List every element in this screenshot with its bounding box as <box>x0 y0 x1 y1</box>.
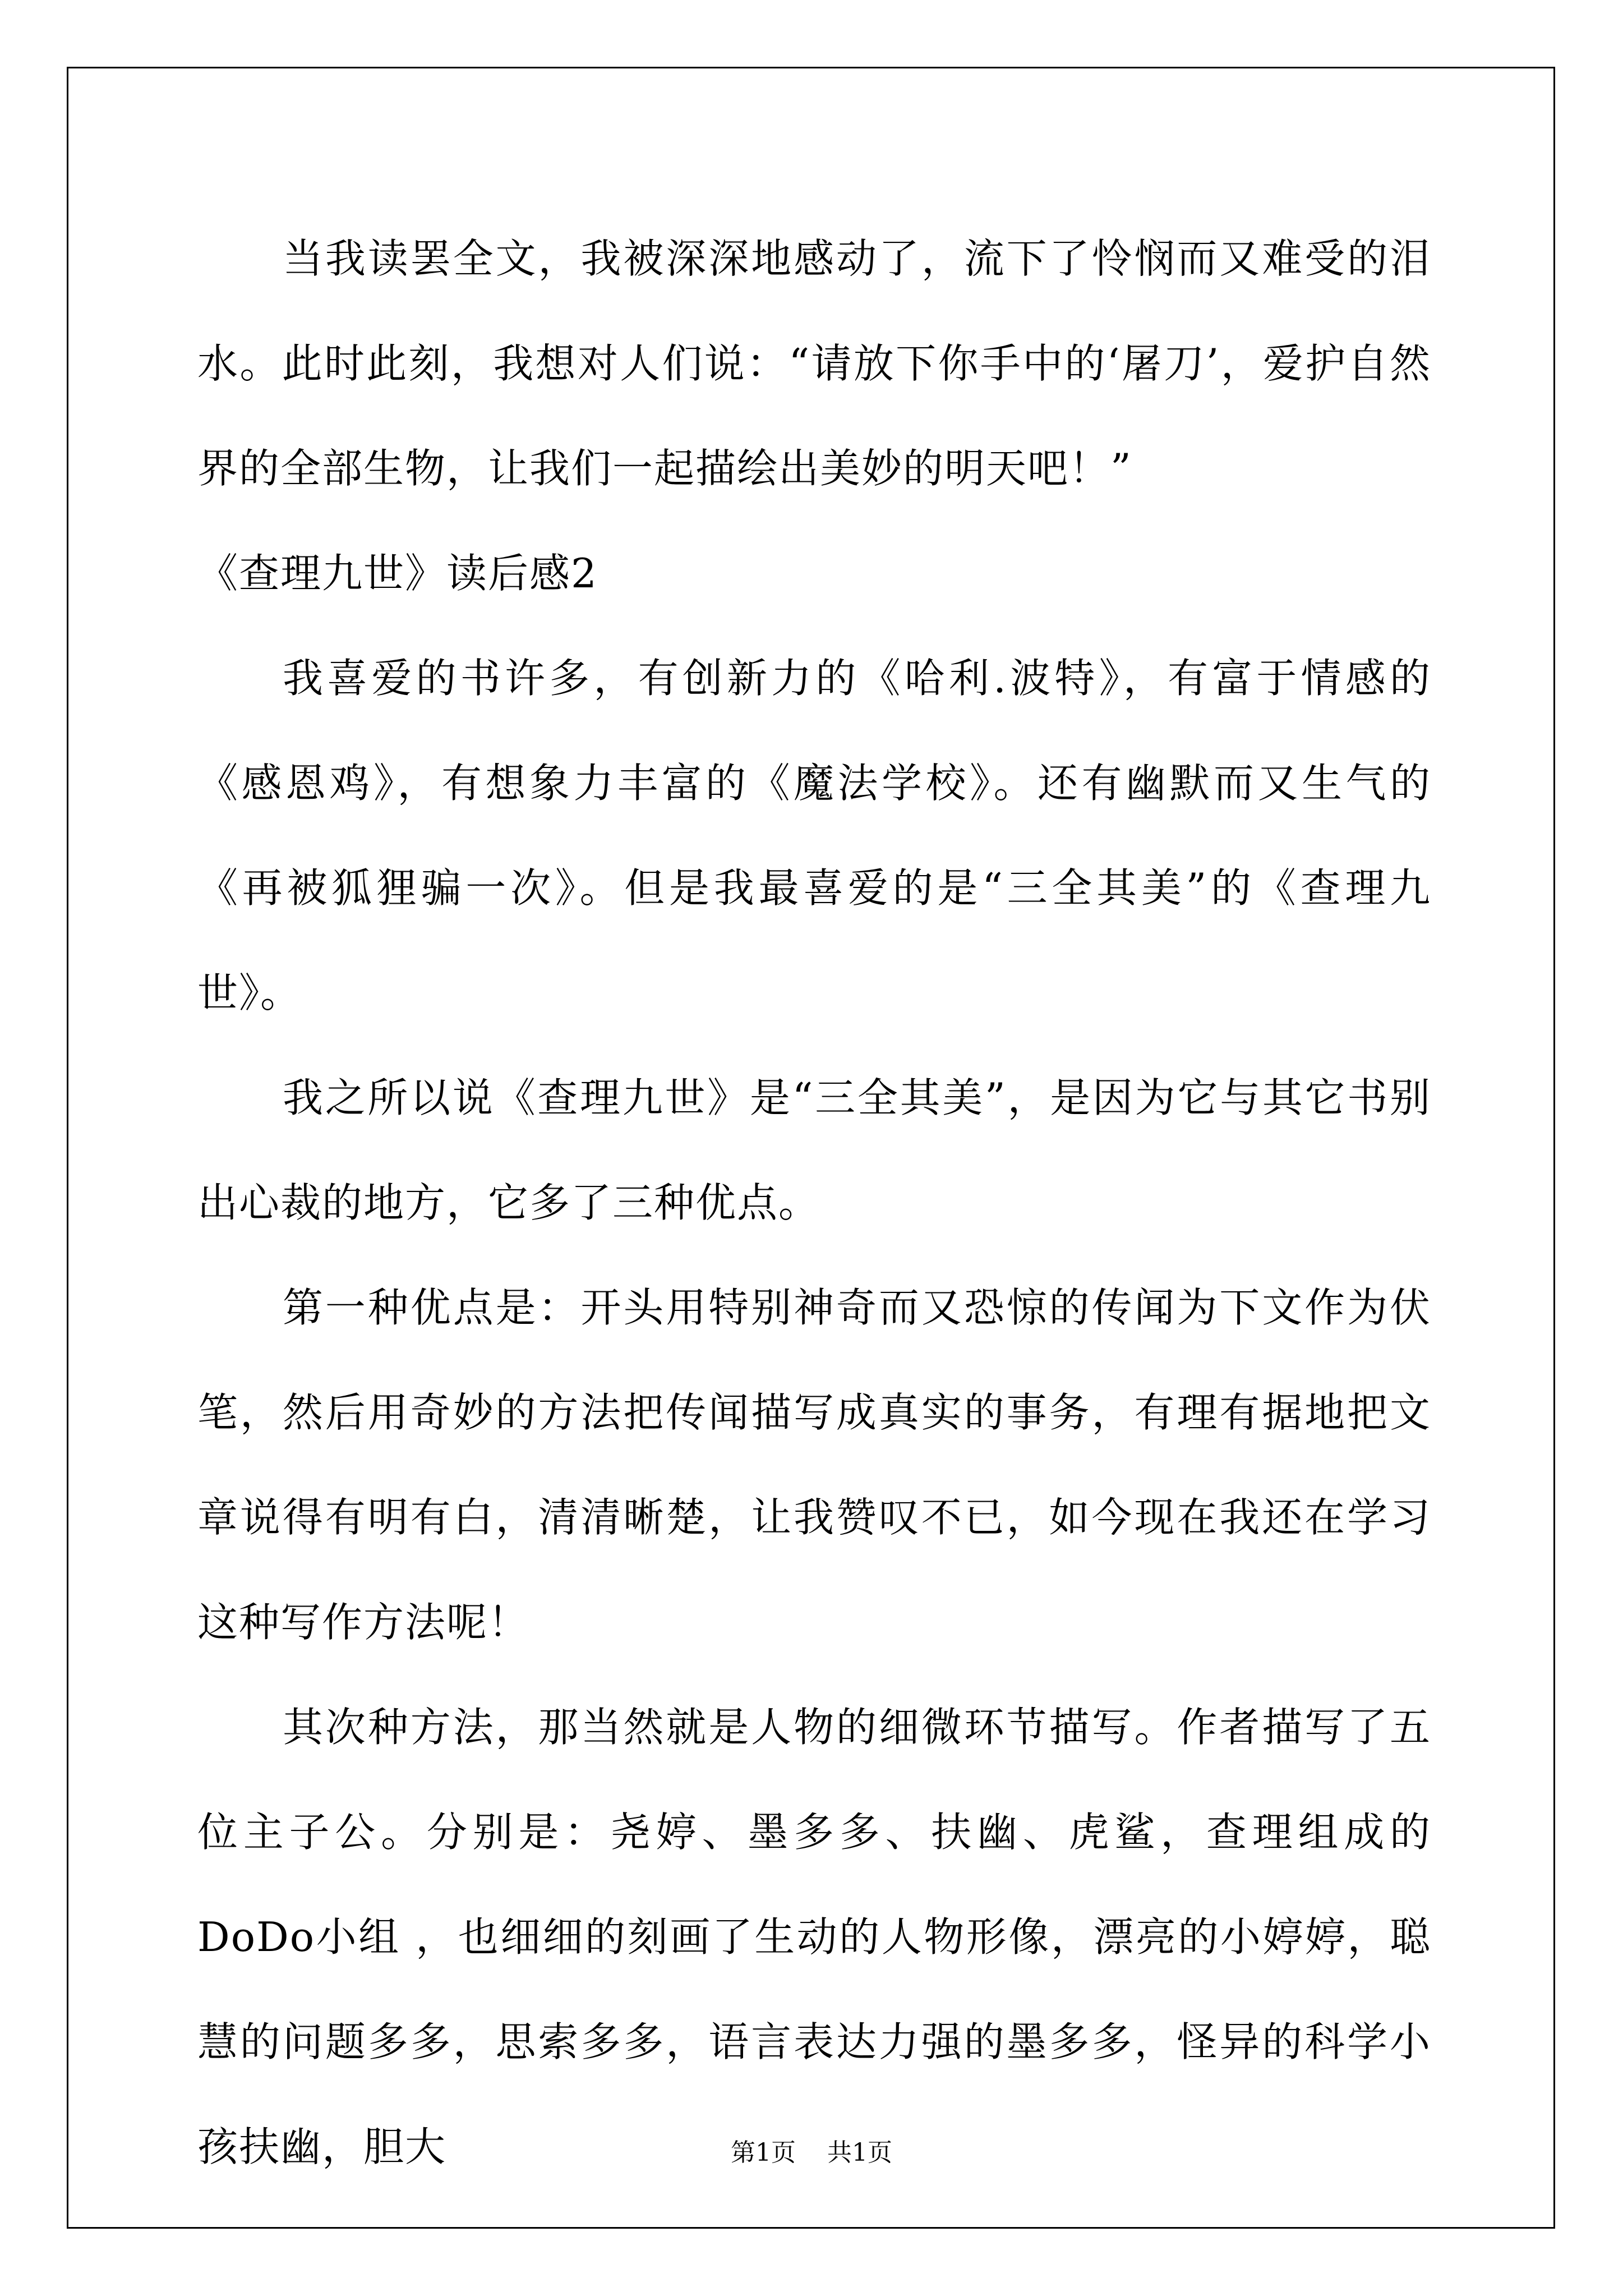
paragraph-4: 第一种优点是：开头用特别神奇而又恐惊的传闻为下文作为伏笔，然后用奇妙的方法把传闻描写成真实的事务，有理有据地把文章说得有明有白，清清晰楚，让我赞叹不已，如今现在我还在学习这种写作方法呢！ <box>197 1284 1431 1646</box>
paragraph-2: 我喜爱的书许多，有创新力的《哈利.波特》，有富于情感的《感恩鸡》，有想象力丰富的《魔法学校》。还有幽默而又生气的《再被狐狸骗一次》。但是我最喜爱的是“三全其美”的《查理九世》。 <box>197 655 1431 1016</box>
paragraph-3: 我之所以说《查理九世》是“三全其美”，是因为它与其它书别出心裁的地方，它多了三种优点。 <box>197 1074 1431 1226</box>
section-heading: 《查理九世》读后感2 <box>197 550 598 597</box>
paragraph-5: 其次种方法，那当然就是人物的细微环节描写。作者描写了五位主子公。分别是：尧婷、墨多多、扶幽、虎鲨，查理组成的DoDo小组 ，也细细的刻画了生动的人物形像，漂亮的小婷婷，聪慧的问题多多，思索多多，语言表达力强的墨多多，怪异的科学小孩扶幽，胆大 <box>197 1704 1431 2170</box>
page-footer <box>0 2136 1623 2170</box>
total-pages: 共1页 <box>827 2138 892 2167</box>
document-body <box>197 206 1431 2200</box>
paragraph-1: 当我读罢全文，我被深深地感动了，流下了怜悯而又难受的泪水。此时此刻，我想对人们说：“请放下你手中的‘屠刀’，爱护自然界的全部生物，让我们一起描绘出美妙的明天吧！” <box>197 235 1431 492</box>
page-number: 第1页 <box>731 2138 796 2167</box>
